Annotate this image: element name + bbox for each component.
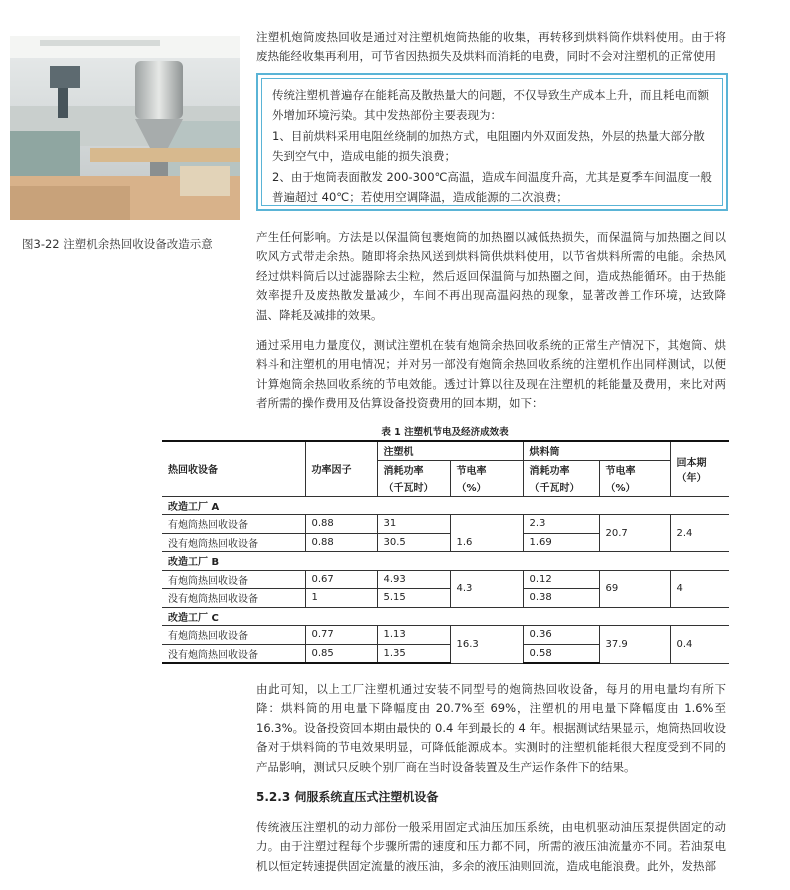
table-cell: 0.12 bbox=[523, 570, 599, 589]
table-cell: 4.3 bbox=[450, 570, 523, 607]
header-machine-save: 节电率 bbox=[450, 460, 523, 478]
method-paragraph: 产生任何影响。方法是以保温筒包裹炮筒的加热圈以减低热损失，而保温筒与加热圈之间以吹风方式带走余热。随即将余热风送到烘料筒供烘料使用，以节省烘料所需的电能。余热风经过烘料筒后以过滤器除去尘粒，然后返回保温筒与加热圈之间，造成热能循环。由于热能效率提升及废热散发量减少，车间不再出现高温闷热的现象，显著改善工作环境，达致降温、降耗及减排的效果。 bbox=[256, 230, 726, 322]
header-device: 热回收设备 bbox=[162, 441, 305, 496]
table-title: 表 1 注塑机节电及经济成效表 bbox=[381, 427, 509, 438]
table-cell: 5.15 bbox=[377, 589, 450, 608]
table-cell: 1 bbox=[305, 589, 377, 608]
table-cell: 0.4 bbox=[670, 626, 729, 664]
table-cell: 0.88 bbox=[305, 515, 377, 534]
table-cell: 31 bbox=[377, 515, 450, 534]
callout-line: 普遍超过 40℃；若使用空调降温，造成能源的二次浪费； bbox=[272, 190, 568, 205]
test-paragraph: 通过采用电力量度仪，测试注塑机在装有炮筒余热回收系统的正常生产情况下，其炮筒、烘料斗和注塑机的用电情况；并对另一部没有炮筒余热回收系统的注塑机作出同样测试，以便计算炮筒余热回收系统的节电效能。透过计算以往及现在注塑机的耗能量及费用，来比对两者所需的操作费用及估算设备投资费用的回本期，如下： bbox=[256, 338, 726, 411]
callout-line: 传统注塑机普遍存在能耗高及散热量大的问题，不仅导致生产成本上升，而且耗电而额 bbox=[272, 88, 709, 102]
table-cell: 有炮筒热回收设备 bbox=[162, 570, 305, 589]
table-cell: 2.4 bbox=[670, 515, 729, 552]
table-cell: 1.69 bbox=[523, 533, 599, 552]
header-payback: 回本期 （年） bbox=[670, 441, 729, 496]
table-cell: 0.85 bbox=[305, 644, 377, 663]
header-dryer-consume: 消耗功率 bbox=[523, 460, 599, 478]
header-dryer-save-unit: （%） bbox=[599, 478, 670, 496]
callout-line: 失到空气中，造成电能的损失浪费； bbox=[272, 149, 456, 164]
table-cell: 有炮筒热回收设备 bbox=[162, 626, 305, 645]
table-cell: 2.3 bbox=[523, 515, 599, 534]
group-label: 改造工厂 B bbox=[162, 552, 729, 571]
section-heading: 5.2.3 伺服系统直压式注塑机设备 bbox=[256, 790, 439, 804]
callout-line: 1、目前烘料采用电阻丝绕制的加热方式，电阻圈内外双面发热，外层的热量大部分散 bbox=[272, 128, 705, 143]
callout-line: 2、由于炮筒表面散发 200-300℃高温，造成车间温度升高，尤其是夏季车间温度一般 bbox=[272, 169, 712, 184]
header-dryer-save: 节电率 bbox=[599, 460, 670, 478]
table-cell: 没有炮筒热回收设备 bbox=[162, 589, 305, 608]
table-cell: 0.38 bbox=[523, 589, 599, 608]
header-power-factor: 功率因子 bbox=[305, 441, 377, 496]
table-cell: 20.7 bbox=[599, 515, 670, 552]
table-cell: 有炮筒热回收设备 bbox=[162, 515, 305, 534]
table-cell: 没有炮筒热回收设备 bbox=[162, 533, 305, 552]
table-cell: 4.93 bbox=[377, 570, 450, 589]
table-cell: 1.6 bbox=[450, 515, 523, 552]
table-cell: 30.5 bbox=[377, 533, 450, 552]
conclusion-paragraph: 由此可知，以上工厂注塑机通过安装不同型号的炮筒热回收设备，每月的用电量均有所下降：烘料筒的用电量下降幅度由 20.7%至 69%，注塑机的用电量下降幅度由 1.6%至 16.3%。设备投资回本期由最快的 0.4 年到最长的 4 年。根据测试结果显示，炮筒热回收设备对于烘料筒的节电效果明显，可降低能源成本。实测时的注塑机能耗很大程度受到不同的产品影响，测试只反映个别厂商在当时设备装置及生产运作条件下的结果。 bbox=[256, 682, 726, 774]
group-label: 改造工厂 C bbox=[162, 607, 729, 626]
header-machine-consume-unit: （千瓦时） bbox=[377, 478, 450, 496]
table-cell: 0.67 bbox=[305, 570, 377, 589]
header-dryer: 烘料筒 bbox=[523, 441, 670, 460]
header-machine: 注塑机 bbox=[377, 441, 523, 460]
factory-scene-illustration bbox=[10, 36, 240, 220]
header-dryer-consume-unit: （千瓦时） bbox=[523, 478, 599, 496]
table-cell: 0.58 bbox=[523, 644, 599, 663]
table-cell: 1.35 bbox=[377, 644, 450, 663]
injection-machine-photo bbox=[10, 36, 240, 220]
header-machine-consume: 消耗功率 bbox=[377, 460, 450, 478]
table-cell: 37.9 bbox=[599, 626, 670, 664]
intro-paragraph: 注塑机炮筒废热回收是通过对注塑机炮筒热能的收集，再转移到烘料筒作烘料使用。由于将废热能经收集再利用，可节省因热损失及烘料而消耗的电费，同时不会对注塑机的正常使用 bbox=[256, 30, 726, 64]
table-cell: 没有炮筒热回收设备 bbox=[162, 644, 305, 663]
callout-line: 外增加环境污染。其中发热部份主要表现为： bbox=[272, 108, 502, 123]
callout-box bbox=[256, 73, 728, 211]
table-cell: 0.88 bbox=[305, 533, 377, 552]
group-label: 改造工厂 A bbox=[162, 496, 729, 515]
table-cell: 69 bbox=[599, 570, 670, 607]
table-cell: 0.77 bbox=[305, 626, 377, 645]
table-cell: 1.13 bbox=[377, 626, 450, 645]
table-cell: 16.3 bbox=[450, 626, 523, 664]
header-machine-save-unit: （%） bbox=[450, 478, 523, 496]
table-cell: 0.36 bbox=[523, 626, 599, 645]
table-cell: 4 bbox=[670, 570, 729, 607]
figure-caption: 图3-22 注塑机余热回收设备改造示意 bbox=[22, 237, 213, 251]
savings-table bbox=[162, 440, 729, 664]
servo-paragraph: 传统液压注塑机的动力部份一般采用固定式油压加压系统，由电机驱动油压泵提供固定的动力。由于注塑过程每个步骤所需的速度和压力都不同，所需的液压油流量亦不同。若油泵电机以恒定转速提供固定流量的液压油，多余的液压油则回流，造成电能浪费。此外，发热部 bbox=[256, 820, 726, 873]
